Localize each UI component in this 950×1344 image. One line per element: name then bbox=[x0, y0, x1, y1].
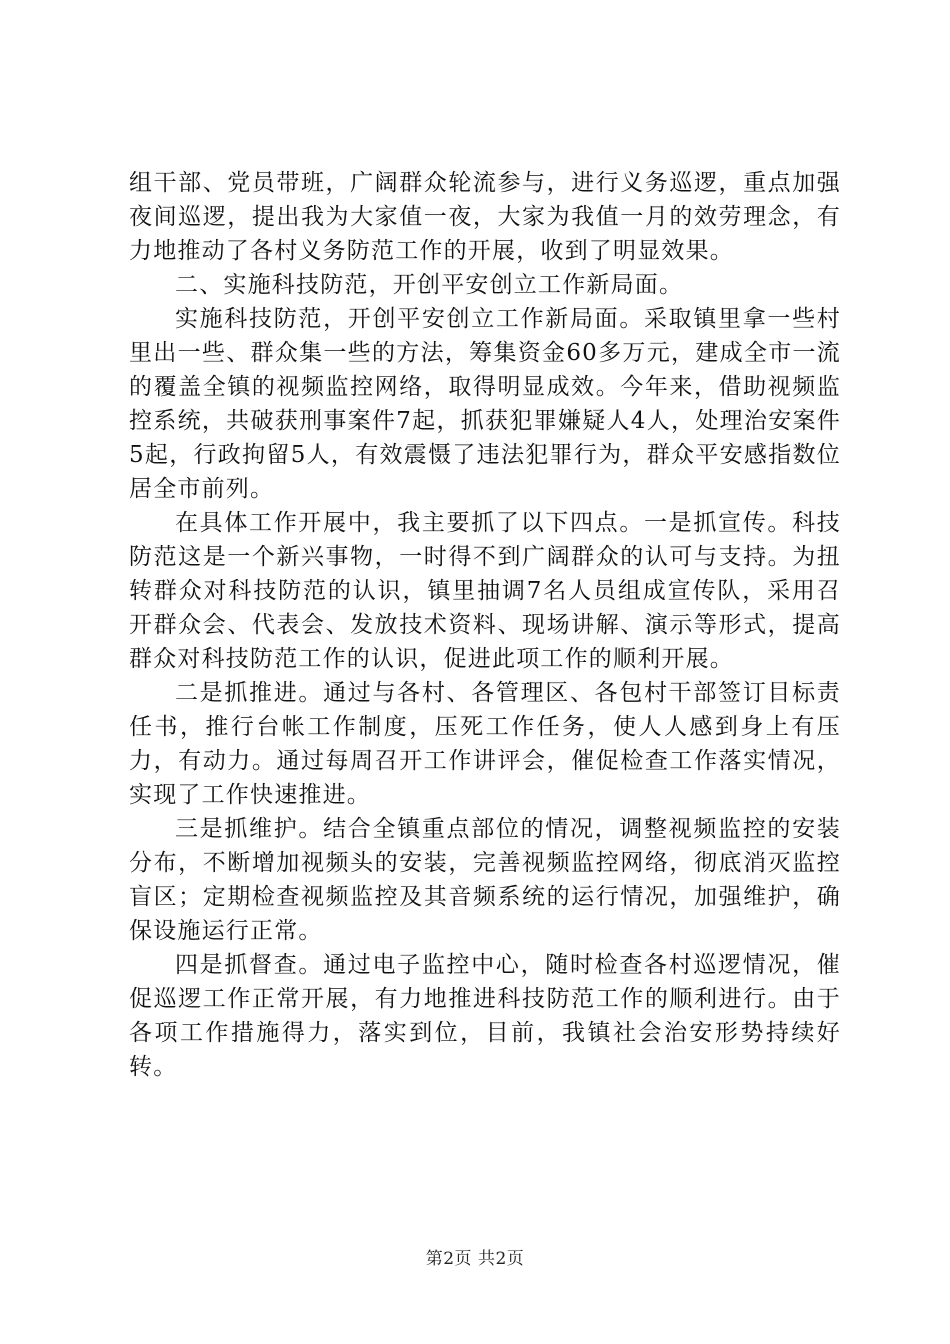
paragraph-tech-prevention: 实施科技防范，开创平安创立工作新局面。采取镇里拿一些村里出一些、群众集一些的方法，筹集资金60多万元，建成全市一流的覆盖全镇的视频监控网络，取得明显成效。今年来，借助视频监控系统，共破获刑事案件7起，抓获犯罪嫌疑人4人，处理治安案件5起，行政拘留5人，有效震慑了违法犯罪行为，群众平安感指数位居全市前列。 bbox=[129, 306, 841, 502]
paragraph-continuation: 组干部、党员带班，广阔群众轮流参与，进行义务巡逻，重点加强夜间巡逻，提出我为大家值一夜，大家为我值一月的效劳理念，有力地推动了各村义务防范工作的开展，收到了明显效果。 bbox=[129, 170, 841, 264]
paragraph-maintenance: 三是抓维护。结合全镇重点部位的情况，调整视频监控的安装分布，不断增加视频头的安装，完善视频监控网络，彻底消灭监控盲区；定期检查视频监控及其音频系统的运行情况，加强维护，确保设施运行正常。 bbox=[129, 816, 841, 944]
section-heading: 二、实施科技防范，开创平安创立工作新局面。 bbox=[175, 272, 684, 298]
page-footer: 第2页 共2页 bbox=[425, 1249, 525, 1269]
paragraph-publicity: 在具体工作开展中，我主要抓了以下四点。一是抓宣传。科技防范这是一个新兴事物，一时得不到广阔群众的认可与支持。为扭转群众对科技防范的认识，镇里抽调7名人员组成宣传队，采用召开群众会、代表会、发放技术资料、现场讲解、演示等形式，提高群众对科技防范工作的认识，促进此项工作的顺利开展。 bbox=[129, 510, 841, 672]
document-body bbox=[129, 166, 841, 1084]
paragraph-supervision: 四是抓督查。通过电子监控中心，随时检查各村巡逻情况，催促巡逻工作正常开展，有力地推进科技防范工作的顺利进行。由于各项工作措施得力，落实到位，目前，我镇社会治安形势持续好转。 bbox=[129, 952, 841, 1080]
paragraph-promotion: 二是抓推进。通过与各村、各管理区、各包村干部签订目标责任书，推行台帐工作制度，压死工作任务，使人人感到身上有压力，有动力。通过每周召开工作讲评会，催促检查工作落实情况，实现了工作快速推进。 bbox=[129, 680, 841, 808]
